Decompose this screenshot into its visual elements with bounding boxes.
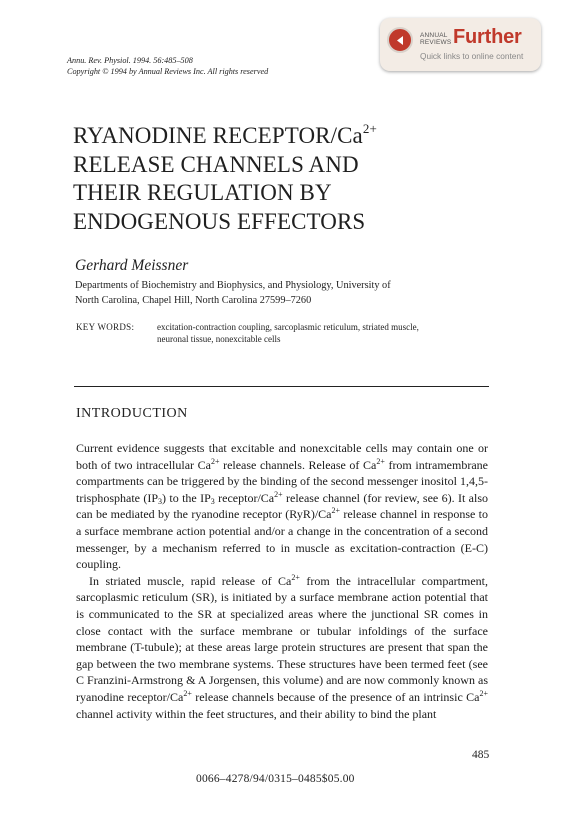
page-number: 485 bbox=[472, 749, 490, 761]
play-triangle-icon bbox=[395, 35, 406, 46]
section-divider bbox=[74, 386, 489, 387]
annual-reviews-wordmark: ANNUAL REVIEWS bbox=[420, 32, 452, 46]
citation-line-2: Copyright © 1994 by Annual Reviews Inc. All rights reserved bbox=[67, 67, 269, 76]
further-wordmark: Further bbox=[453, 26, 522, 48]
citation-line-1: Annu. Rev. Physiol. 1994. 56:485–508 bbox=[67, 56, 193, 65]
author-affiliation: Departments of Biochemistry and Biophysics, and Physiology, University of North Carolina, Chapel Hill, North Carolina 27599–7260 bbox=[75, 280, 391, 306]
title-line-4: ENDOGENOUS EFFECTORS bbox=[73, 208, 366, 234]
journal-citation bbox=[67, 55, 268, 77]
further-banner-link[interactable] bbox=[380, 18, 541, 71]
keywords-list: excitation-contraction coupling, sarcoplasmic reticulum, striated muscle, neuronal tissue, nonexcitable cells bbox=[157, 322, 419, 344]
article-code: 0066–4278/94/0315–0485$05.00 bbox=[196, 773, 355, 785]
further-play-button[interactable] bbox=[387, 27, 413, 53]
title-line-1: RYANODINE RECEPTOR/$Ca^{2+}$ bbox=[73, 121, 377, 148]
further-subtitle: Quick links to online content bbox=[420, 51, 524, 61]
paragraph-1: Current evidence suggests that excitable and nonexcitable cells may contain one or both of two intracellular $Ca^{2+}$ release channels. Release of $Ca^{2+}$ from intramembrane compartments can be triggered by the binding of the second messenger inositol 1,4,5-trisphosphate $(IP_3)$ to the $IP_3$ receptor/$Ca^{2+}$ release channel (for review, see 6). It also can be mediated by the ryanodine receptor $(RyR)/Ca^{2+}$ release channel in response to a surface membrane action potential and/or a change in the concentration of a second messenger, by a mechanism referred to in muscle as excitation-contraction (E-C) coupling. bbox=[76, 441, 489, 572]
introduction-body bbox=[76, 440, 488, 722]
article-title bbox=[73, 122, 377, 236]
author-name: Gerhard Meissner bbox=[75, 257, 189, 274]
title-line-3: THEIR REGULATION BY bbox=[73, 180, 332, 205]
section-heading-introduction: INTRODUCTION bbox=[76, 406, 188, 421]
title-line-2: RELEASE CHANNELS AND bbox=[73, 151, 359, 177]
keywords-label: KEY WORDS: bbox=[76, 322, 135, 332]
paragraph-2: In striated muscle, rapid release of $Ca^{2+}$ from the intracellular compartment, sarcoplasmic reticulum (SR), is initiated by a surface membrane action potential that is communicated to the SR at specialized areas where the junctional SR comes in close contact with the surface membrane or tubular infoldings of the surface membrane (T-tubule); at these areas large protein structures are present that span the gap between the two membrane systems. These structures have been termed feet (see C Franzini-Armstrong & A Jorgensen, this volume) and are now commonly known as ryanodine receptor/$Ca^{2+}$ release channels because of the presence of an intrinsic $Ca^{2+}$ channel activity within the feet structures, and their ability to bind the plant bbox=[76, 572, 488, 721]
